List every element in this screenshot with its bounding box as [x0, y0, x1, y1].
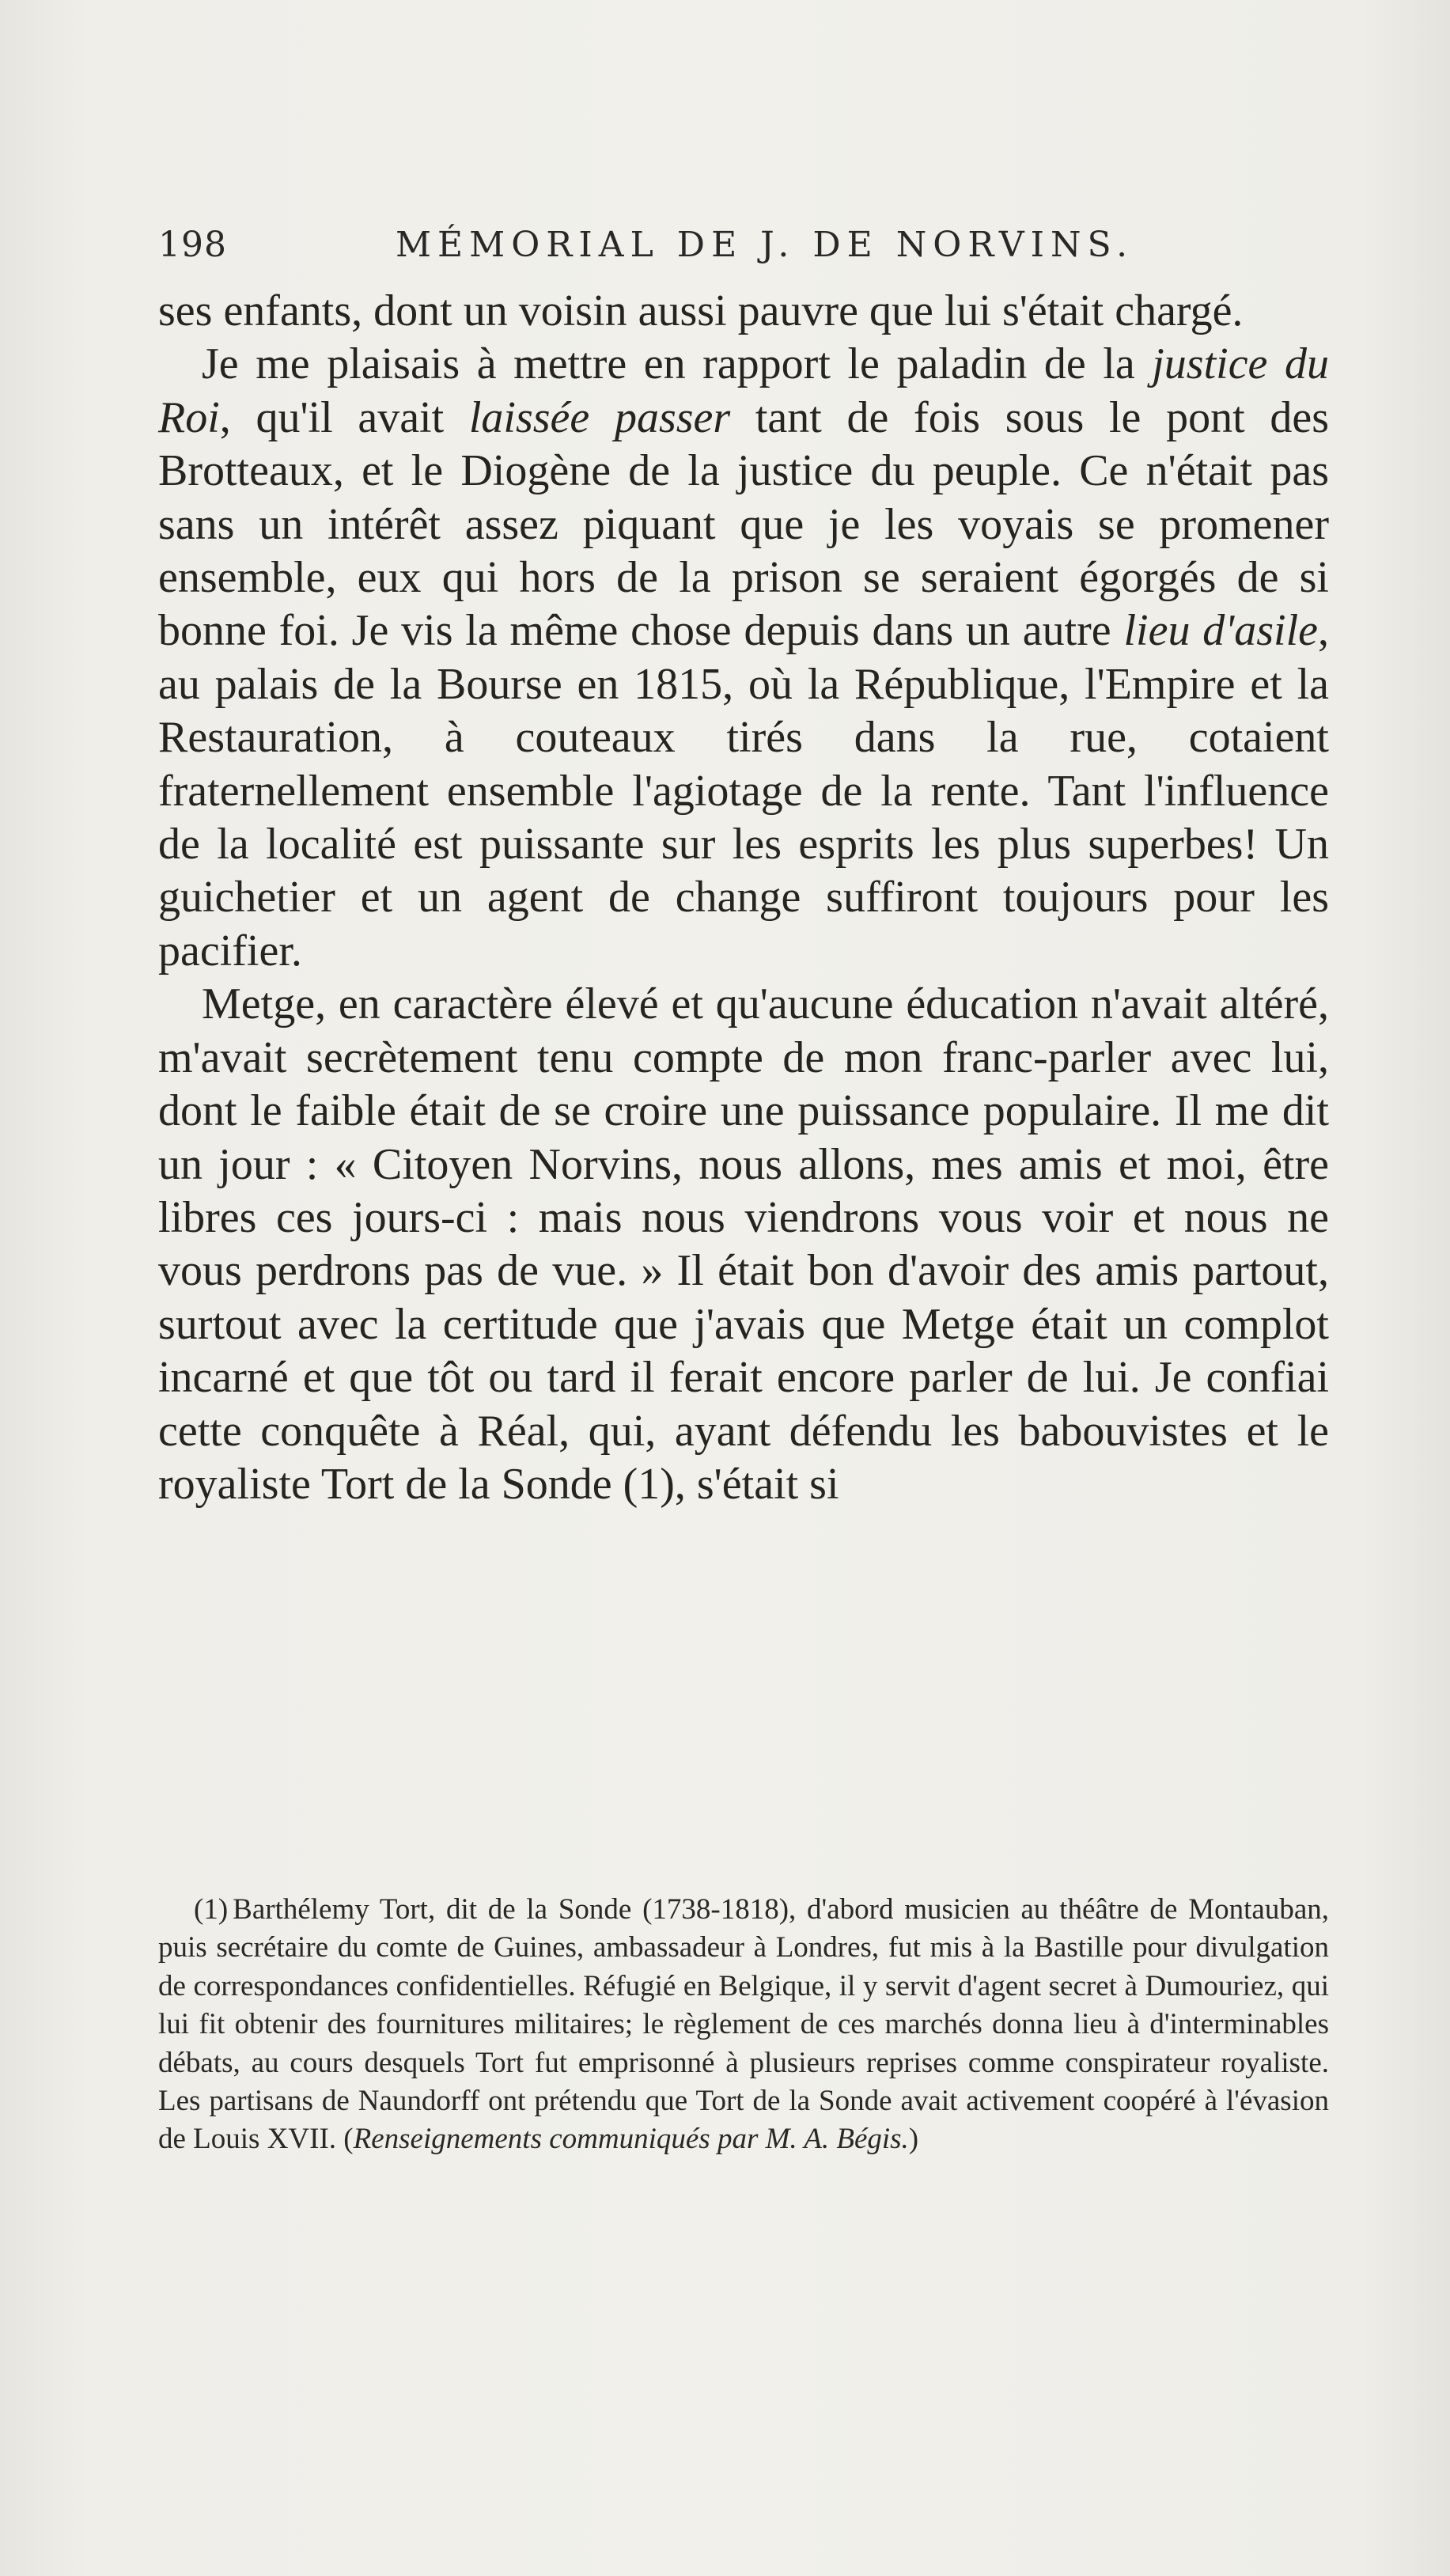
paragraph-3-text-1: Metge, en caractère élevé et qu'aucune éducation n'avait altéré, m'avait secrètement tenu compte de mon franc-parler avec lui, dont le faible était de se croire une puissance populaire. Il me dit un jour : « Citoyen Norvins, nous allons, mes amis et moi, être libres ces jours-ci : mais nous viendrons vous voir et nous ne vous perdrons pas de vue. » Il était bon d'avoir des amis partout, surtout avec la certitude que j'avais que Metge était un complot incarné et que tôt ou tard il ferait encore parler de lui. Je confiai cette conquête à Réal, qui, ayant défendu les babouvistes et le royaliste Tort de la Sonde [158, 979, 1329, 1509]
italic-justice-du-roi: justice du Roi [158, 339, 1329, 442]
paragraph-2-text-2: , qu'il avait [219, 392, 469, 442]
footnote-text-1: Barthélemy Tort, dit de la Sonde (1738-1818), d'abord musicien au théâtre de Montauban, puis secrétaire du comte de Guines, ambassadeur à Londres, fut mis à la Bastille pour divulgation de correspondances confidentielles. Réfugié en Belgique, il y servit d'agent secret à Dumouriez, qui lui fit obtenir des fournitures militaires; le règlement de ces marchés donna lieu à d'interminables débats, au cours desquels Tort fut emprisonné à plusieurs reprises comme conspirateur royaliste. Les partisans de Naundorff ont prétendu que Tort de la Sonde avait activement coopéré à l'évasion de Louis XVII. ( [158, 1893, 1329, 2156]
footnote-italic-source: Renseignements communiqués par M. A. Bégis. [353, 2123, 909, 2156]
page-number: 198 [158, 225, 227, 265]
footnote-marker: (1) [194, 1893, 229, 1926]
paragraph-3-text-2: , s'était si [674, 1459, 839, 1509]
paragraph-1-text: ses enfants, dont un voisin aussi pauvre que lui s'était chargé. [158, 286, 1244, 335]
footnote-text-2: ) [908, 2123, 919, 2156]
paragraph-2-text-3: tant de fois sous le pont des Brotteaux, et le Diogène de la justice du peuple. Ce n'était pas sans un intérêt assez piquant que je les voyais se promener ensemble, eux qui hors de la prison se seraient égorgés de si bonne foi. Je vis la même chose depuis dans un autre [158, 392, 1329, 656]
footnotes [158, 1891, 1329, 2159]
italic-lieu-d-asile: lieu d'asile [1123, 606, 1318, 656]
page-header [158, 225, 1329, 280]
paragraph-2-text-1: Je me plaisais à mettre en rapport le paladin de la [202, 339, 1153, 389]
paragraph-2-text-4: , au palais de la Bourse en 1815, où la République, l'Empire et la Restauration, à couteaux tirés dans la rue, cotaient fraternellement ensemble l'agiotage de la rente. Tant l'influence de la localité est puissante sur les esprits les plus superbes! Un guichetier et un agent de change suffiront toujours pour les pacifier. [158, 606, 1329, 975]
body-text [158, 285, 1329, 1511]
paragraph-1 [158, 285, 1329, 338]
paragraph-2 [158, 338, 1329, 978]
running-title: MÉMORIAL DE J. DE NORVINS. [396, 225, 1134, 265]
italic-laissee-passer: laissée passer [468, 392, 731, 442]
paragraph-3 [158, 978, 1329, 1511]
footnote-reference: (1) [623, 1459, 675, 1509]
footnote-1 [158, 1891, 1329, 2159]
